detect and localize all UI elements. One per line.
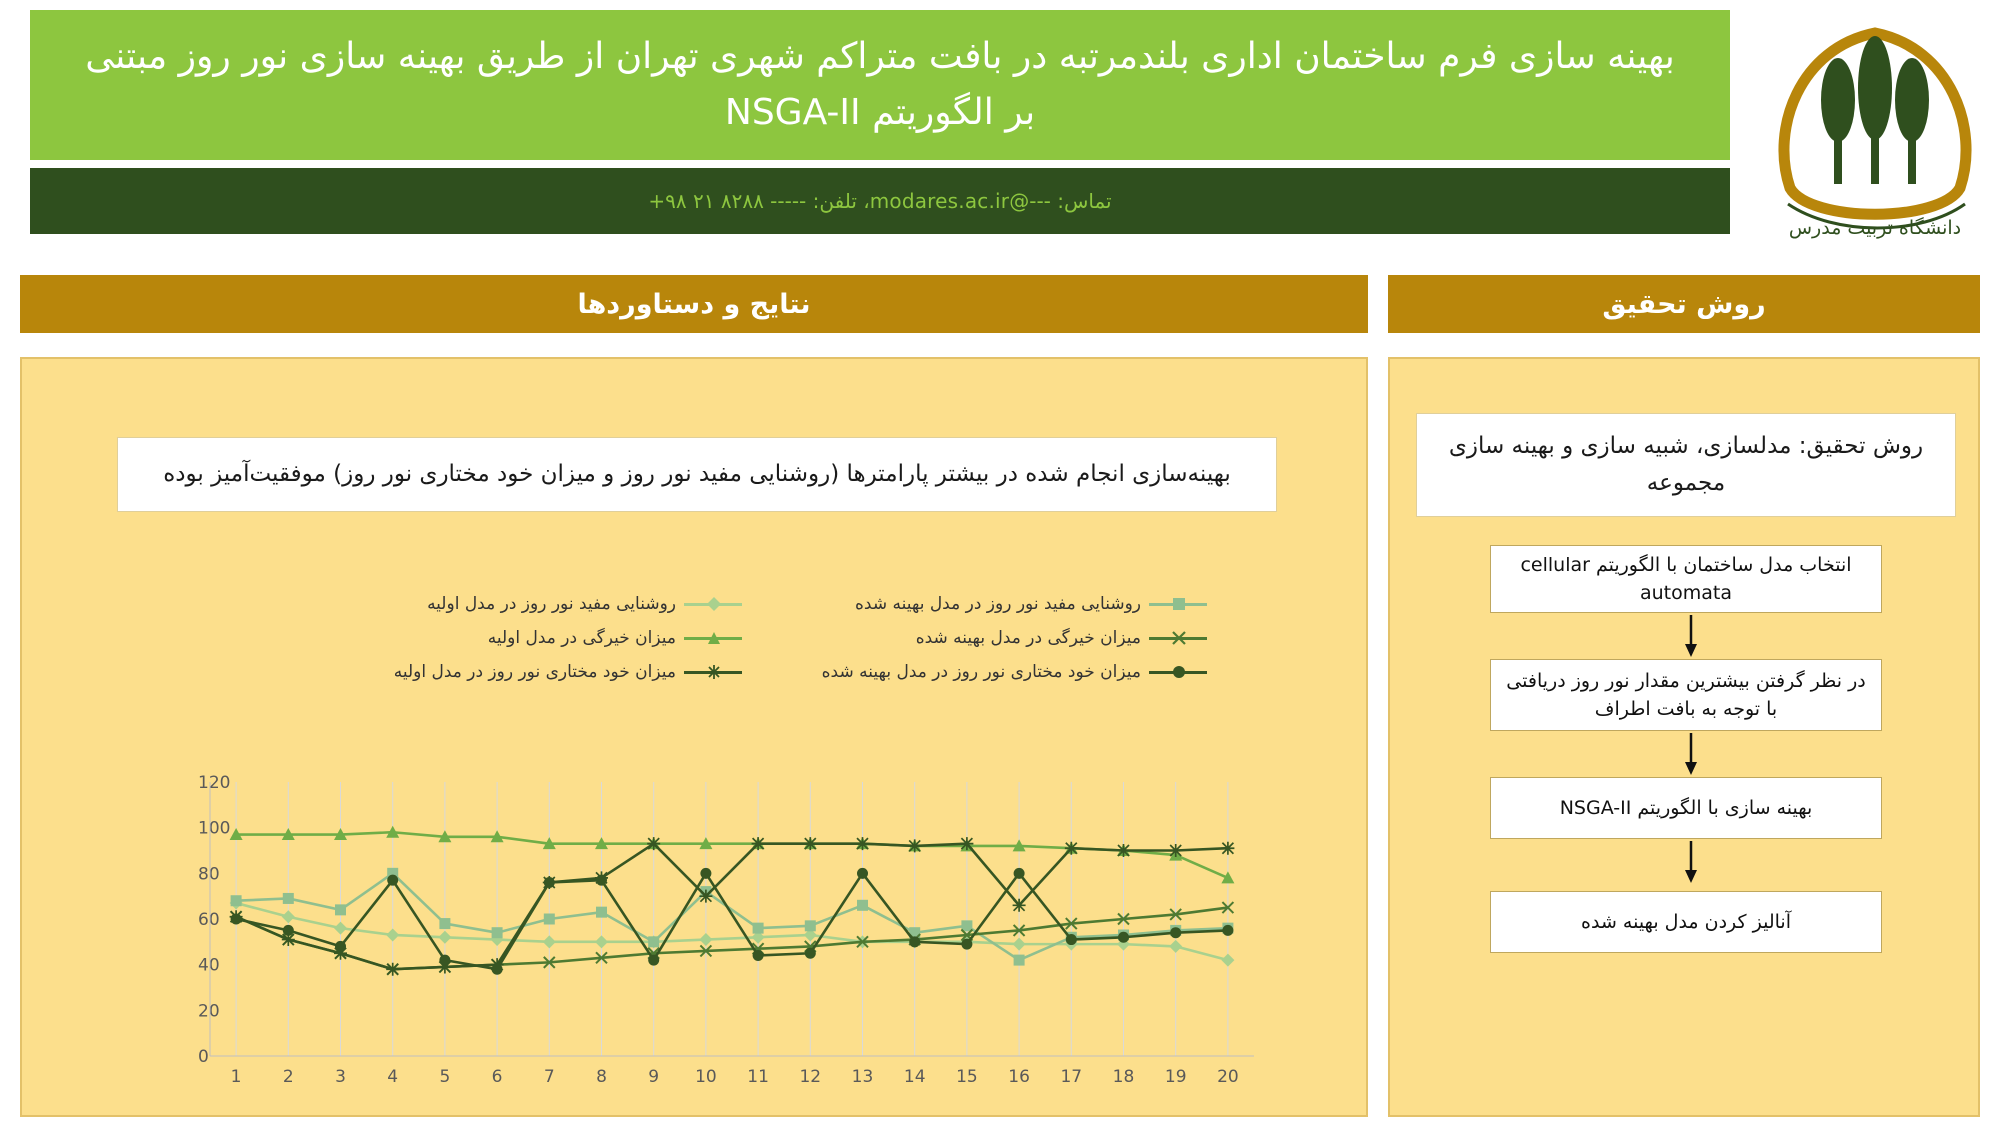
chart-canvas xyxy=(152,774,1272,1094)
svg-text:60: 60 xyxy=(198,910,220,930)
svg-text:8: 8 xyxy=(596,1067,607,1087)
svg-text:9: 9 xyxy=(648,1067,660,1087)
svg-text:2: 2 xyxy=(282,1067,294,1087)
legend-marker-cross-icon xyxy=(1149,631,1207,645)
legend-item xyxy=(742,594,1207,614)
legend-label: میزان خیرگی در مدل بهینه شده xyxy=(915,628,1141,648)
poster-header xyxy=(0,0,1760,250)
legend-marker-diamond-icon xyxy=(684,597,742,611)
svg-text:11: 11 xyxy=(747,1067,769,1087)
legend-marker-square-icon xyxy=(1149,597,1207,611)
svg-text:15: 15 xyxy=(956,1067,978,1087)
svg-text:10: 10 xyxy=(695,1067,717,1087)
svg-text:7: 7 xyxy=(543,1067,555,1087)
method-section-header: روش تحقیق xyxy=(1388,275,1980,333)
method-panel xyxy=(1388,357,1980,1117)
method-step-3: بهینه سازی با الگوریتم NSGA-II xyxy=(1490,777,1882,839)
legend-row xyxy=(277,628,1207,648)
svg-text:20: 20 xyxy=(198,1001,220,1022)
contact-band xyxy=(30,168,1730,234)
method-step-1: انتخاب مدل ساختمان با الگوریتم cellular automata xyxy=(1490,545,1882,613)
legend-item xyxy=(277,594,742,614)
legend-label: میزان خود مختاری نور روز در مدل بهینه شده xyxy=(821,662,1141,682)
legend-marker-circle-icon xyxy=(1149,665,1207,679)
svg-text:1: 1 xyxy=(230,1067,242,1087)
arrow-down-icon xyxy=(1684,841,1698,883)
svg-text:40: 40 xyxy=(198,955,220,976)
legend-marker-triangle-icon xyxy=(684,631,742,645)
university-logo-icon xyxy=(1760,8,1990,258)
method-intro: روش تحقیق: مدلسازی، شبیه سازی و بهینه سازی مجموعه xyxy=(1416,413,1956,517)
arrow-down-icon xyxy=(1684,733,1698,775)
svg-text:5: 5 xyxy=(439,1067,451,1087)
svg-text:3: 3 xyxy=(335,1067,346,1087)
svg-text:4: 4 xyxy=(387,1067,399,1087)
legend-row xyxy=(277,594,1207,614)
method-step-2: در نظر گرفتن بیشترین مقدار نور روز دریافتی با توجه به بافت اطراف xyxy=(1490,659,1882,731)
legend-item xyxy=(742,662,1207,682)
results-callout: بهینه‌سازی انجام شده در بیشتر پارامترها (روشنایی مفید نور روز و میزان خود مختاری نور روز) موفقیت‌آمیز بوده xyxy=(117,437,1277,512)
legend-label: میزان خود مختاری نور روز در مدل اولیه xyxy=(393,662,676,682)
svg-text:17: 17 xyxy=(1060,1067,1083,1087)
svg-text:80: 80 xyxy=(198,864,220,885)
svg-text:دانشگاه تربیت مدرس: دانشگاه تربیت مدرس xyxy=(1788,217,1962,239)
svg-text:12: 12 xyxy=(799,1067,822,1087)
legend-item xyxy=(742,628,1207,648)
legend-label: روشنایی مفید نور روز در مدل بهینه شده xyxy=(855,594,1141,614)
svg-text:14: 14 xyxy=(903,1067,926,1087)
legend-label: میزان خیرگی در مدل اولیه xyxy=(487,628,676,648)
legend-row xyxy=(277,662,1207,682)
legend-item xyxy=(277,662,742,682)
line-chart xyxy=(152,774,1272,1094)
chart-legend xyxy=(277,594,1207,696)
legend-label: روشنایی مفید نور روز در مدل اولیه xyxy=(427,594,676,614)
results-section-header: نتایج و دستاوردها xyxy=(20,275,1368,333)
svg-text:6: 6 xyxy=(491,1067,503,1087)
legend-item xyxy=(277,628,742,648)
title-band xyxy=(30,10,1730,160)
results-panel xyxy=(20,357,1368,1117)
svg-text:20: 20 xyxy=(1217,1067,1239,1087)
method-step-4: آنالیز کردن مدل بهینه شده xyxy=(1490,891,1882,953)
page-title: بهینه سازی فرم ساختمان اداری بلندمرتبه در بافت متراکم شهری تهران از طریق بهینه سازی نور روز مبتنی بر الگوریتم NSGA-II xyxy=(85,36,1675,133)
svg-text:0: 0 xyxy=(198,1047,209,1067)
svg-text:13: 13 xyxy=(851,1067,874,1087)
svg-text:120: 120 xyxy=(198,774,231,793)
svg-text:100: 100 xyxy=(198,818,231,839)
contact-info: تماس: ---@modares.ac.ir، تلفن: ----- ۸۲۸۸ ۲۱ ۹۸+ xyxy=(648,189,1112,213)
svg-text:18: 18 xyxy=(1112,1067,1135,1087)
legend-marker-starburst-icon xyxy=(684,665,742,679)
university-logo xyxy=(1760,8,1990,258)
svg-text:19: 19 xyxy=(1164,1067,1187,1087)
svg-text:16: 16 xyxy=(1008,1067,1030,1087)
arrow-down-icon xyxy=(1684,615,1698,657)
